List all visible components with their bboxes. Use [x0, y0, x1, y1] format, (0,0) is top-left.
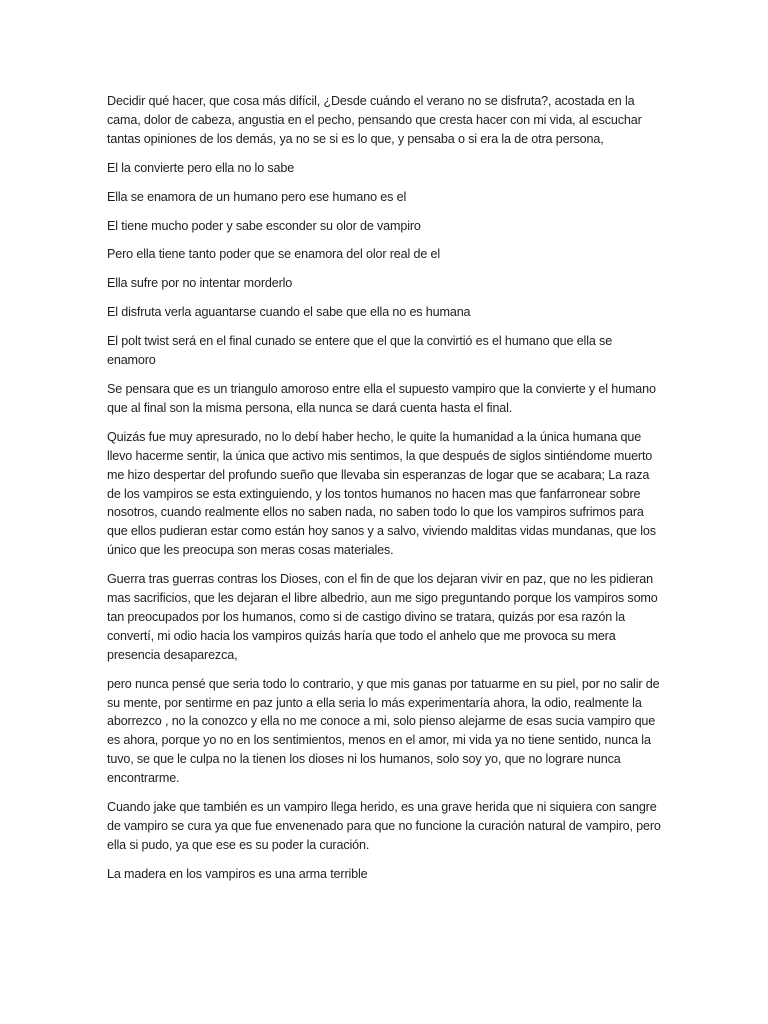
paragraph: La madera en los vampiros es una arma terrible: [107, 866, 368, 881]
paragraph: Quizás fue muy apresurado, no lo debí haber hecho, le quite la humanidad a la única humana que llevo hacerme sentir, la única que activo mis sentimos, la que después de siglos sintiéndome muerto me hizo despertar del profundo sueño que llevaba sin esperanzas de logar que se acabara; La raza de los vampiros se esta extinguiendo, y los tontos humanos no hacen mas que fanfarronear sobre nosotros, cuando realmente ellos no saben nada, no saben todo lo que los vampiros sufrimos para que ellos pudieran estar como están hoy sanos y a salvo, viviendo malditas vidas mundanas, que los único que les preocupa son meras cosas materiales.: [107, 429, 656, 558]
paragraph: Ella sufre por no intentar morderlo: [107, 276, 293, 291]
document-body: [107, 92, 663, 894]
paragraph: Guerra tras guerras contras los Dioses, con el fin de que los dejaran vivir en paz, que no les pidieran mas sacrificios, que les dejaran el libre albedrio, aun me sigo preguntando porque los vampiros somo tan preocupados por los humanos, como si de castigo divino se tratara, quizás por esa razón la convertí, mi odio hacia los vampiros quizás haría que todo el anhelo que me provoca su mera presencia desaparezca,: [107, 572, 658, 662]
paragraph: El tiene mucho poder y sabe esconder su olor de vampiro: [107, 218, 421, 233]
paragraph: Pero ella tiene tanto poder que se enamora del olor real de el: [107, 247, 441, 262]
paragraph: pero nunca pensé que seria todo lo contrario, y que mis ganas por tatuarme en su piel, por no salir de su mente, por sentirme en paz junto a ella seria lo más experimentaría ahora, la odio, realmente la aborrezco , no la conozco y ella no me conoce a mi, solo pienso alejarme de esas sucia vampiro que es ahora, porque yo no en los sentimientos, menos en el amor, mi vida ya no tiene sentido, nunca la tuvo, se que le culpa no la tienen los dioses ni los humanos, solo soy yo, que no lograre nunca encontrarme.: [107, 676, 660, 786]
paragraph: Ella se enamora de un humano pero ese humano es el: [107, 189, 407, 204]
paragraph: Cuando jake que también es un vampiro llega herido, es una grave herida que ni siquiera con sangre de vampiro se cura ya que fue envenenado para que no funcione la curación natural de vampiro, pero ella si pudo, ya que ese es su poder la curación.: [107, 800, 661, 852]
paragraph: Decidir qué hacer, que cosa más difícil, ¿Desde cuándo el verano no se disfruta?, acostada en la cama, dolor de cabeza, angustia en el pecho, pensando que cresta hacer con mi vida, al escuchar tantas opiniones de los demás, ya no se si es lo que, y pensaba o si era la de otra persona,: [107, 94, 642, 146]
paragraph: El la convierte pero ella no lo sabe: [107, 160, 295, 175]
paragraph: El disfruta verla aguantarse cuando el sabe que ella no es humana: [107, 305, 471, 320]
paragraph: El polt twist será en el final cunado se entere que el que la convirtió es el humano que ella se enamoro: [107, 334, 613, 368]
paragraph: Se pensara que es un triangulo amoroso entre ella el supuesto vampiro que la convierte y el humano que al final son la misma persona, ella nunca se dará cuenta hasta el final.: [107, 381, 656, 415]
